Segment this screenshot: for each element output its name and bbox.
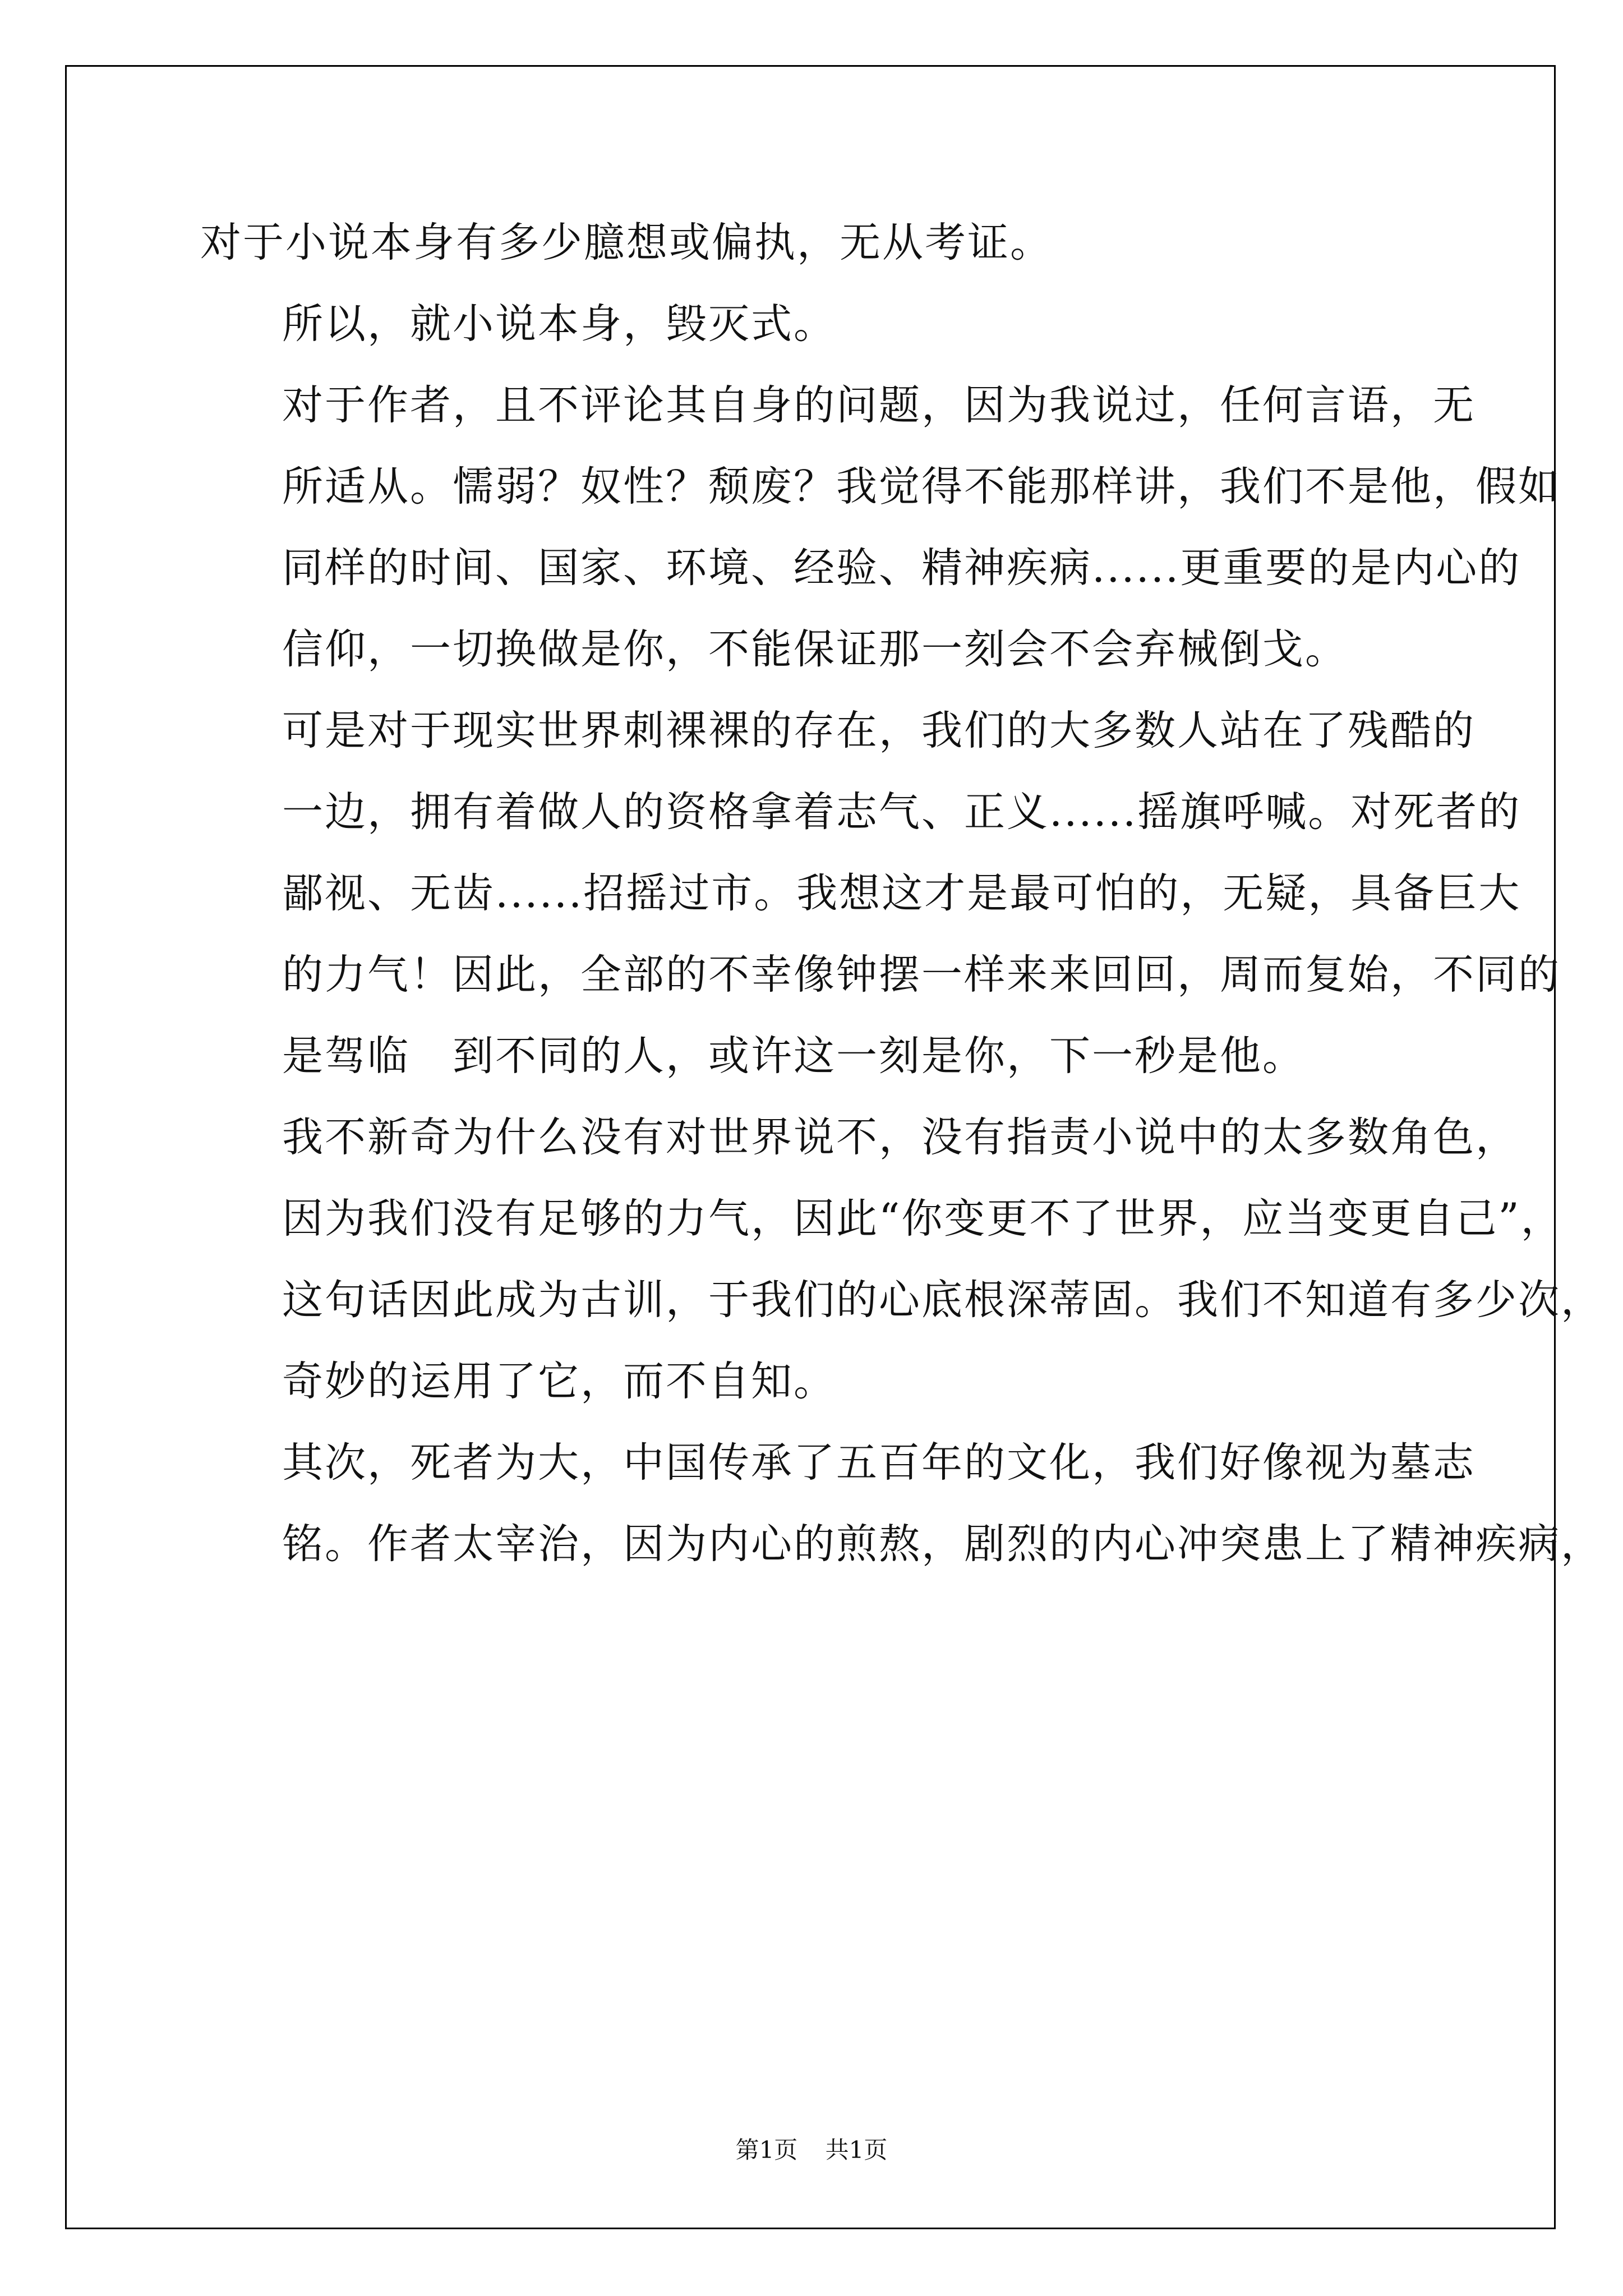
document-body	[200, 202, 1603, 1585]
paragraph	[200, 690, 1561, 1097]
text-line: 所适从。懦弱？奴性？颓废？我觉得不能那样讲，我们不是他，假如	[282, 463, 1561, 510]
page-total: 共1页	[825, 2136, 888, 2164]
paragraph	[200, 202, 1434, 283]
paragraph	[200, 1097, 1603, 1422]
text-line: 可是对于现实世界刺裸裸的存在，我们的大多数人站在了残酷的	[282, 707, 1476, 754]
text-line: 其次，死者为大，中国传承了五百年的文化，我们好像视为墓志	[282, 1439, 1476, 1487]
text-line: 信仰，一切换做是你，不能保证那一刻会不会弃械倒戈。	[282, 625, 1348, 673]
page-footer	[0, 2132, 1623, 2165]
text-line: 的力气！因此，全部的不幸像钟摆一样来来回回，周而复始，不同的	[282, 951, 1561, 999]
paragraph	[200, 283, 1434, 365]
text-line: 铭。作者太宰治，因为内心的煎熬，剧烈的内心冲突患上了精神疾病，	[282, 1520, 1603, 1568]
paragraph	[200, 365, 1561, 690]
text-line: 所以，就小说本身，毁灭式。	[282, 300, 836, 348]
text-line: 对于作者，且不评论其自身的问题，因为我说过，任何言语，无	[282, 381, 1476, 429]
page-number: 第1页	[735, 2136, 798, 2164]
paragraph	[200, 1422, 1603, 1585]
text-line: 因为我们没有足够的力气，因此“你变更不了世界，应当变更自己”，	[282, 1195, 1564, 1243]
text-line: 一边，拥有着做人的资格拿着志气、正义......摇旗呼喊。对死者的	[282, 788, 1521, 836]
text-line: 同样的时间、国家、环境、经验、精神疾病......更重要的是内心的	[282, 544, 1521, 592]
text-line: 这句话因此成为古训，于我们的心底根深蒂固。我们不知道有多少次，	[282, 1276, 1603, 1324]
text-line: 对于小说本身有多少臆想或偏执，无从考证。	[200, 219, 1053, 266]
text-line: 鄙视、无齿......招摇过市。我想这才是最可怕的，无疑，具备巨大	[282, 869, 1521, 917]
text-line: 是驾临 到不同的人，或许这一刻是你，下一秒是他。	[282, 1032, 1305, 1080]
text-line: 我不新奇为什么没有对世界说不，没有指责小说中的太多数角色，	[282, 1114, 1518, 1161]
text-line: 奇妙的运用了它，而不自知。	[282, 1358, 836, 1405]
